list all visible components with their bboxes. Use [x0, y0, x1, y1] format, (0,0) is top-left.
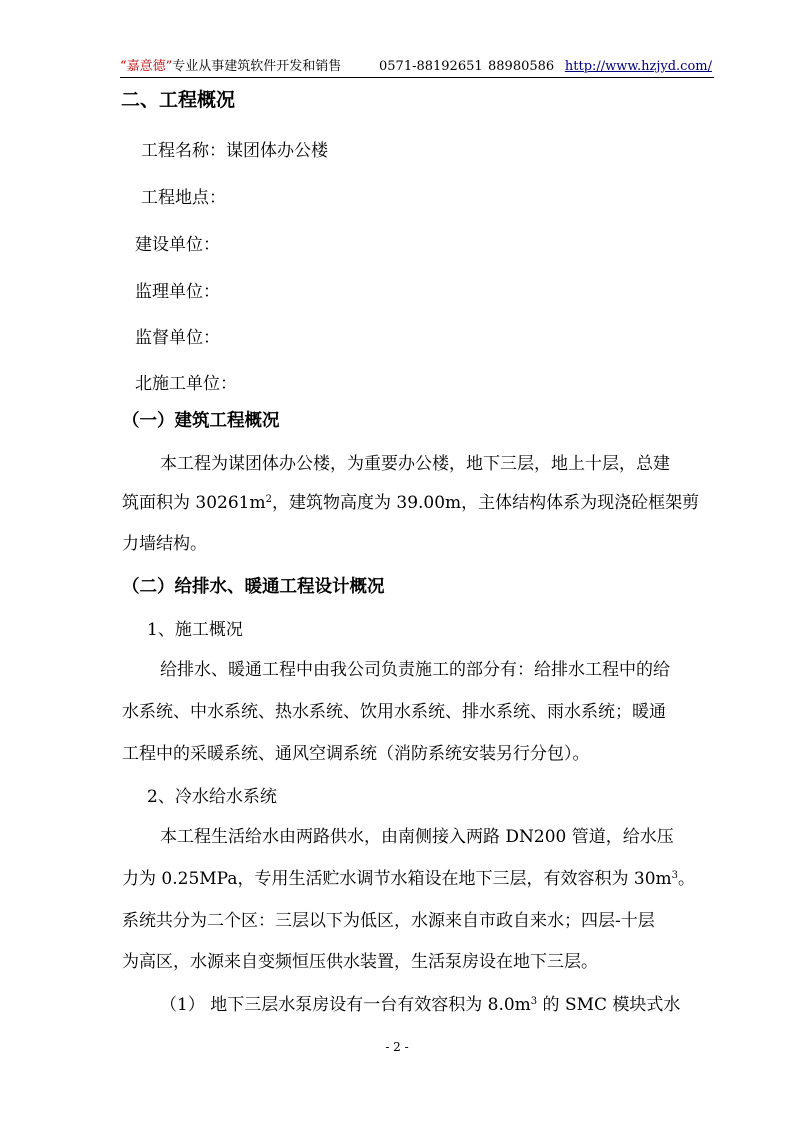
- paragraph-line: 给排水、暖通工程中由我公司负责施工的部分有：给排水工程中的给: [160, 660, 670, 680]
- subsection-2-title: （二）给排水、暖通工程设计概况: [122, 577, 385, 597]
- section-title: 二、工程概况: [121, 89, 236, 111]
- paragraph-line: 力墙结构。: [122, 534, 207, 554]
- paragraph-line: 力为 0.25MPa，专用生活贮水调节水箱设在地下三层，有效容积为 $30m^3$。: [122, 869, 696, 889]
- project-location: 工程地点：: [141, 188, 226, 208]
- overseer-unit: 监督单位：: [135, 328, 220, 348]
- header-description: 专业从事建筑软件开发和销售: [172, 59, 342, 74]
- subsection-1-title: （一）建筑工程概况: [122, 411, 280, 431]
- website-link[interactable]: http://www.hzjyd.com/: [564, 59, 712, 74]
- brand-name: “嘉意德”: [120, 59, 173, 74]
- phone-number-1: 0571-88192651: [379, 59, 483, 74]
- paragraph-line: 系统共分为二个区：三层以下为低区，水源来自市政自来水；四层-十层: [122, 911, 655, 931]
- paragraph-line: 水系统、中水系统、热水系统、饮用水系统、排水系统、雨水系统；暖通: [122, 702, 666, 722]
- paragraph-line: 筑面积为 $30261m^2$，建筑物高度为 39.00m，主体结构体系为现浇砼框架剪: [122, 493, 700, 513]
- paragraph-line: 工程中的采暖系统、通风空调系统（消防系统安装另行分包）。: [122, 744, 590, 764]
- paragraph-line: （1） 地下三层水泵房设有一台有效容积为 $8.0m^3$ 的 SMC 模块式水: [160, 995, 681, 1015]
- phone-number-2: 88980586: [488, 59, 555, 74]
- item-heading-2: 2、冷水给水系统: [147, 787, 277, 807]
- supervisor-unit: 监理单位：: [135, 282, 220, 302]
- paragraph-line: 为高区，水源来自变频恒压供水装置，生活泵房设在地下三层。: [122, 952, 598, 972]
- contractor-unit: 北施工单位：: [135, 374, 237, 394]
- paragraph-line: 本工程生活给水由两路供水，由南侧接入两路 DN200 管道，给水压: [160, 827, 674, 847]
- builder-unit: 建设单位：: [135, 235, 220, 255]
- page-header: [120, 57, 714, 78]
- page-number: - 2 -: [385, 1040, 409, 1054]
- paragraph-line: 本工程为谋团体办公楼，为重要办公楼，地下三层，地上十层，总建: [160, 454, 670, 474]
- item-heading-1: 1、施工概况: [147, 620, 243, 640]
- project-name: 工程名称：谋团体办公楼: [141, 141, 328, 161]
